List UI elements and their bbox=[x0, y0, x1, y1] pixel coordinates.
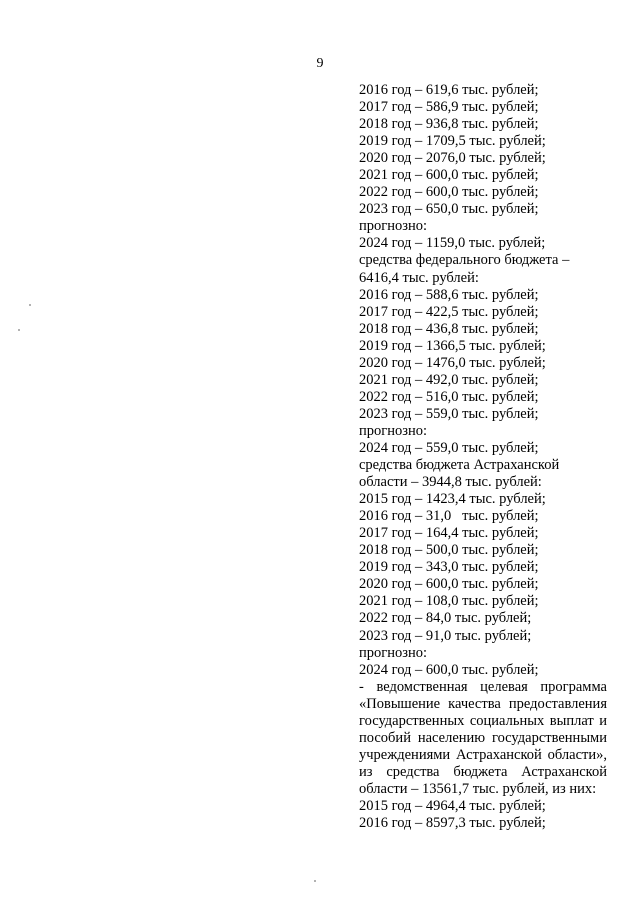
list-line: 2023 год – 650,0 тыс. рублей; bbox=[359, 201, 539, 218]
list-line: 2020 год – 600,0 тыс. рублей; bbox=[359, 576, 539, 593]
list-line: 2020 год – 1476,0 тыс. рублей; bbox=[359, 354, 546, 371]
list-line: 2021 год – 108,0 тыс. рублей; bbox=[359, 593, 539, 610]
list-line: 2018 год – 436,8 тыс. рублей; bbox=[359, 320, 539, 337]
funding-list bbox=[359, 82, 607, 832]
list-line: 2020 год – 2076,0 тыс. рублей; bbox=[359, 150, 546, 167]
list-line: прогнозно: bbox=[359, 644, 427, 661]
list-line: 2016 год – 8597,3 тыс. рублей; bbox=[359, 815, 546, 832]
list-line: 2019 год – 1366,5 тыс. рублей; bbox=[359, 337, 546, 354]
list-line: 2017 год – 586,9 тыс. рублей; bbox=[359, 99, 539, 116]
list-line: 2022 год – 600,0 тыс. рублей; bbox=[359, 184, 539, 201]
list-line: прогнозно: bbox=[359, 218, 427, 235]
list-line: 2018 год – 936,8 тыс. рублей; bbox=[359, 116, 539, 133]
list-line: 2019 год – 343,0 тыс. рублей; bbox=[359, 559, 539, 576]
list-line: 2017 год – 422,5 тыс. рублей; bbox=[359, 303, 539, 320]
list-line: прогнозно: bbox=[359, 422, 427, 439]
list-line: 2024 год – 559,0 тыс. рублей; bbox=[359, 439, 539, 456]
page-number: 9 bbox=[316, 56, 324, 71]
list-line: средства федерального бюджета – bbox=[359, 252, 570, 269]
list-line: 2024 год – 1159,0 тыс. рублей; bbox=[359, 235, 546, 252]
scan-speck bbox=[18, 329, 20, 331]
list-line: 2021 год – 492,0 тыс. рублей; bbox=[359, 371, 539, 388]
list-line: области – 3944,8 тыс. рублей: bbox=[359, 474, 542, 491]
list-line: 2023 год – 91,0 тыс. рублей; bbox=[359, 627, 532, 644]
list-line: 2019 год – 1709,5 тыс. рублей; bbox=[359, 133, 546, 150]
list-line: 2024 год – 600,0 тыс. рублей; bbox=[359, 661, 539, 678]
list-line: 2018 год – 500,0 тыс. рублей; bbox=[359, 542, 539, 559]
list-line: 6416,4 тыс. рублей: bbox=[359, 269, 479, 286]
list-line: средства бюджета Астраханской bbox=[359, 457, 560, 474]
scan-speck bbox=[314, 880, 316, 882]
list-line: 2016 год – 619,6 тыс. рублей; bbox=[359, 82, 539, 98]
list-line: 2016 год – 588,6 тыс. рублей; bbox=[359, 286, 539, 303]
scan-speck bbox=[29, 304, 31, 306]
program-paragraph: - ведомственная целевая программа «Повышение качества предоставления государственных социальных выплат и пособий населению государственными учреждениями Астраханской области», из средства бюджета Астраханской области – 13561,7 тыс. рублей, из них: bbox=[359, 678, 607, 797]
list-line: 2015 год – 1423,4 тыс. рублей; bbox=[359, 491, 546, 508]
list-line: 2022 год – 84,0 тыс. рублей; bbox=[359, 610, 532, 627]
list-line: 2015 год – 4964,4 тыс. рублей; bbox=[359, 797, 546, 814]
list-line: 2017 год – 164,4 тыс. рублей; bbox=[359, 525, 539, 542]
list-line: 2023 год – 559,0 тыс. рублей; bbox=[359, 405, 539, 422]
list-line: 2022 год – 516,0 тыс. рублей; bbox=[359, 388, 539, 405]
list-line: 2016 год – 31,0 тыс. рублей; bbox=[359, 508, 539, 525]
list-line: 2021 год – 600,0 тыс. рублей; bbox=[359, 167, 539, 184]
